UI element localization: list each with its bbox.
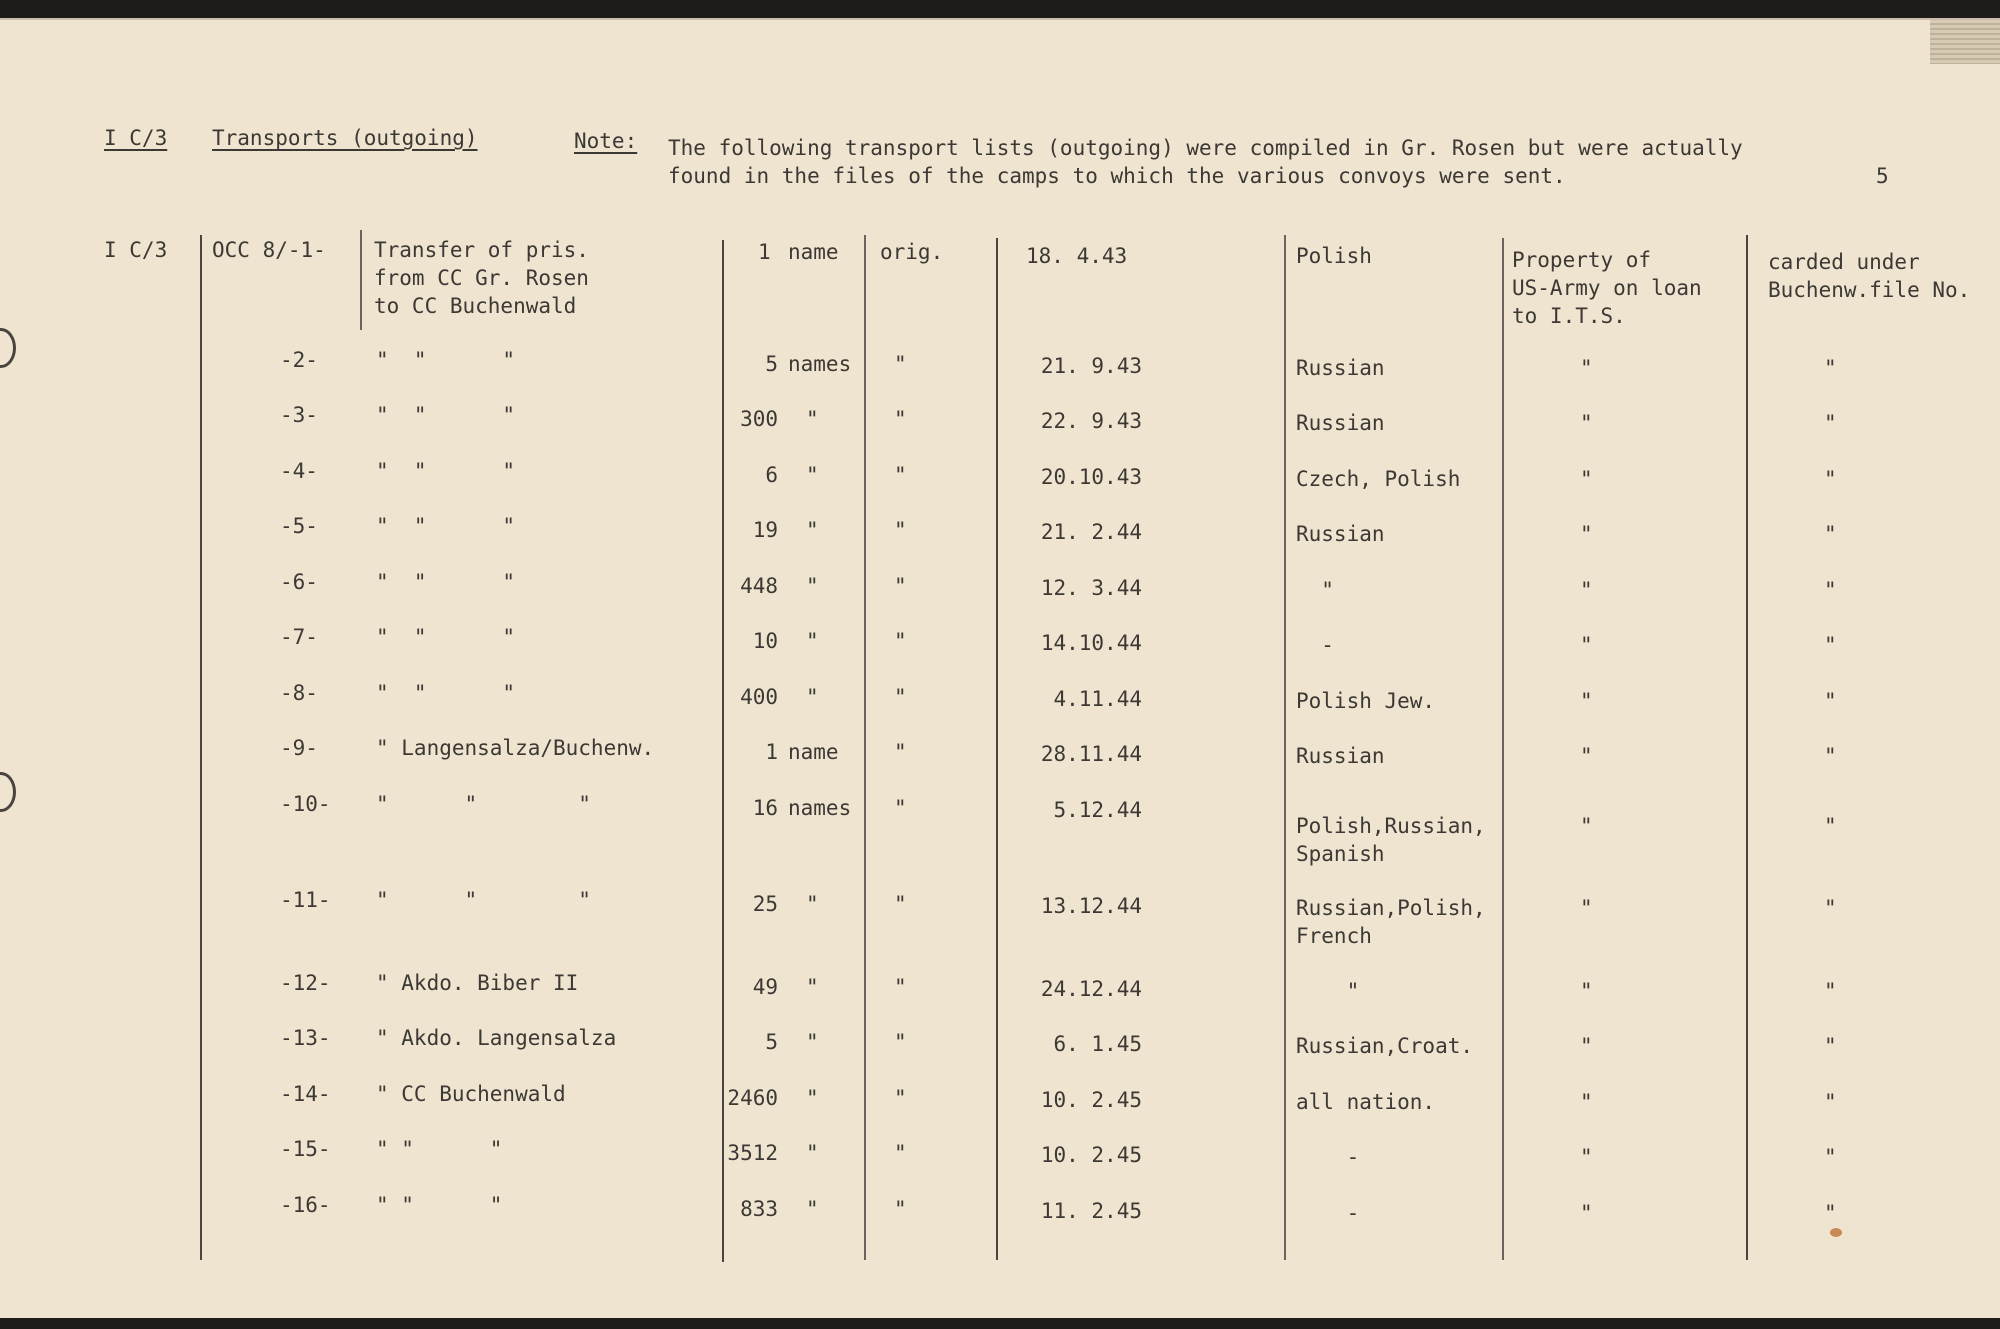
row-remark: " — [1824, 356, 1837, 380]
row-unit: names — [788, 796, 852, 820]
remark-line: Buchenw.file No. — [1768, 278, 1971, 302]
row-type: " — [894, 796, 907, 820]
row-ownership: " — [1580, 1145, 1593, 1169]
row-ownership: " — [1580, 578, 1593, 602]
row-date: 10. 2.45 — [1040, 1143, 1142, 1167]
ink-spot — [1830, 1228, 1842, 1237]
row-quantity: 400 — [740, 685, 778, 709]
row-date: 12. 3.44 — [1040, 576, 1142, 600]
row-number: -4- — [280, 459, 318, 483]
row-ownership: " — [1580, 744, 1593, 768]
row-remark: " — [1824, 633, 1837, 657]
row-remark: " — [1824, 689, 1837, 713]
description-line: Transfer of pris. — [374, 238, 589, 262]
row-nationality: " — [1296, 578, 1334, 602]
row-unit: " — [806, 463, 819, 487]
row-type: " — [894, 352, 907, 376]
row-unit: " — [806, 685, 819, 709]
row-destination: " " " — [376, 514, 516, 538]
row-ownership: " — [1580, 1090, 1593, 1114]
row-quantity: 16 — [752, 796, 778, 820]
row-quantity: 19 — [752, 518, 778, 542]
page-number: 5 — [1876, 164, 1889, 188]
column-rule — [1746, 235, 1748, 1260]
row-nationality: Czech, Polish — [1296, 467, 1461, 491]
column-rule — [864, 235, 866, 1260]
row-date: 10. 2.45 — [1040, 1088, 1142, 1112]
row-ownership: " — [1580, 979, 1593, 1003]
row-type: " — [894, 685, 907, 709]
ownership-line: US-Army on loan — [1512, 276, 1702, 300]
row-date: 28.11.44 — [1040, 742, 1142, 766]
unit: name — [788, 240, 839, 264]
row-remark: " — [1824, 744, 1837, 768]
type: orig. — [880, 240, 944, 264]
row-destination: " Langensalza/Buchenw. — [376, 736, 655, 760]
row-type: " — [894, 518, 907, 542]
row-date: 4.11.44 — [1053, 687, 1142, 711]
row-unit: names — [788, 352, 852, 376]
row-number: -5- — [280, 514, 318, 538]
column-rule — [200, 235, 202, 1260]
row-date: 6. 1.45 — [1053, 1032, 1142, 1056]
row-destination: " " " — [376, 792, 591, 816]
row-type: " — [894, 1086, 907, 1110]
row-number: -12- — [280, 971, 331, 995]
row-remark: " — [1824, 411, 1837, 435]
row-number: -11- — [280, 888, 331, 912]
row-date: 20.10.43 — [1040, 465, 1142, 489]
row-ownership: " — [1580, 411, 1593, 435]
row-unit: " — [806, 1086, 819, 1110]
row-destination: " " " — [376, 403, 516, 427]
row-ownership: " — [1580, 633, 1593, 657]
row-number: -9- — [280, 736, 318, 760]
row-nationality: Russian,Polish, — [1296, 896, 1486, 920]
column-rule — [1284, 235, 1286, 1260]
row-ownership: " — [1580, 356, 1593, 380]
row-nationality: - — [1296, 1145, 1360, 1169]
row-ownership: " — [1580, 522, 1593, 546]
row-destination: " " " — [376, 348, 516, 372]
row-date: 5.12.44 — [1053, 798, 1142, 822]
row-unit: " — [806, 518, 819, 542]
row-number: -16- — [280, 1193, 331, 1217]
note-line-1: The following transport lists (outgoing) were compiled in Gr. Rosen but were actually — [668, 136, 1743, 160]
row-remark: " — [1824, 522, 1837, 546]
row-unit: " — [806, 1197, 819, 1221]
row-date: 13.12.44 — [1040, 894, 1142, 918]
row-destination: " " " — [376, 681, 516, 705]
row-type: " — [894, 975, 907, 999]
binder-hole-bottom — [0, 772, 16, 812]
row-nationality: all nation. — [1296, 1090, 1436, 1114]
row-nationality: Russian — [1296, 411, 1385, 435]
row-date: 21. 9.43 — [1040, 354, 1142, 378]
row-nationality: - — [1296, 1201, 1360, 1225]
row-number: -10- — [280, 792, 331, 816]
row-number: -8- — [280, 681, 318, 705]
row-type: " — [894, 1197, 907, 1221]
remark-line: carded under — [1768, 250, 1920, 274]
row-destination: " " " — [376, 625, 516, 649]
date: 18. 4.43 — [1026, 244, 1128, 268]
row-unit: " — [806, 1030, 819, 1054]
section-code: I C/3 — [104, 126, 168, 150]
row-unit: name — [788, 740, 839, 764]
row-nationality: Russian — [1296, 744, 1385, 768]
row-type: " — [894, 740, 907, 764]
row-number: -14- — [280, 1082, 331, 1106]
row-ownership: " — [1580, 467, 1593, 491]
row-quantity: 25 — [752, 892, 778, 916]
row-nationality: - — [1296, 633, 1334, 657]
row-date: 21. 2.44 — [1040, 520, 1142, 544]
row-remark: " — [1824, 814, 1837, 838]
row-remark: " — [1824, 1090, 1837, 1114]
row-destination: " " " — [376, 570, 516, 594]
note-line-2: found in the files of the camps to which the various convoys were sent. — [668, 164, 1566, 188]
row-nationality: Russian — [1296, 356, 1385, 380]
row-type: " — [894, 1030, 907, 1054]
row-quantity: 10 — [752, 629, 778, 653]
row-nationality-2: French — [1296, 924, 1372, 948]
document-page — [0, 18, 2000, 1320]
section-title: Transports (outgoing) — [212, 126, 478, 150]
row-quantity: 2460 — [727, 1086, 778, 1110]
row-quantity: 49 — [752, 975, 778, 999]
row-unit: " — [806, 407, 819, 431]
row-quantity: 3512 — [727, 1141, 778, 1165]
quantity: 1 — [758, 240, 771, 264]
row-nationality: Polish Jew. — [1296, 689, 1436, 713]
page-stack-edge — [1930, 20, 2000, 64]
row-remark: " — [1824, 1145, 1837, 1169]
row-quantity: 1 — [765, 740, 778, 764]
row-remark: " — [1824, 578, 1837, 602]
ownership-line: to I.T.S. — [1512, 304, 1626, 328]
row-destination: " " " — [376, 888, 591, 912]
ownership-line: Property of — [1512, 248, 1652, 272]
binder-hole-top — [0, 328, 16, 368]
row-unit: " — [806, 629, 819, 653]
row-type: " — [894, 574, 907, 598]
row-number: -13- — [280, 1026, 331, 1050]
row-date: 14.10.44 — [1040, 631, 1142, 655]
row-destination: " Akdo. Biber II — [376, 971, 579, 995]
row-quantity: 6 — [765, 463, 778, 487]
nationality: Polish — [1296, 244, 1372, 268]
row-nationality: " — [1296, 979, 1360, 1003]
row-ownership: " — [1580, 814, 1593, 838]
note-label: Note: — [574, 129, 638, 153]
row-nationality: Russian,Croat. — [1296, 1034, 1474, 1058]
row-type: " — [894, 463, 907, 487]
row-number: -3- — [280, 403, 318, 427]
row-unit: " — [806, 975, 819, 999]
row-quantity: 448 — [740, 574, 778, 598]
row-remark: " — [1824, 467, 1837, 491]
row-destination: " " " — [376, 1137, 503, 1161]
row-remark: " — [1824, 896, 1837, 920]
row-type: " — [894, 407, 907, 431]
row-date: 24.12.44 — [1040, 977, 1142, 1001]
row-type: " — [894, 1141, 907, 1165]
row-quantity: 5 — [765, 1030, 778, 1054]
row-nationality: Russian — [1296, 522, 1385, 546]
row-ownership: " — [1580, 896, 1593, 920]
row-date: 22. 9.43 — [1040, 409, 1142, 433]
row-destination: " " " — [376, 1193, 503, 1217]
row-quantity: 833 — [740, 1197, 778, 1221]
column-rule — [1502, 238, 1504, 1260]
column-rule — [360, 230, 362, 330]
description-line: from CC Gr. Rosen — [374, 266, 589, 290]
row-number: -7- — [280, 625, 318, 649]
row-nationality: Polish,Russian, — [1296, 814, 1486, 838]
row-remark: " — [1824, 1201, 1837, 1225]
row-ownership: " — [1580, 689, 1593, 713]
description-line: to CC Buchenwald — [374, 294, 577, 318]
page-bottom-edge — [0, 1318, 2000, 1329]
row-destination: " CC Buchenwald — [376, 1082, 566, 1106]
row-remark: " — [1824, 979, 1837, 1003]
row-remark: " — [1824, 1034, 1837, 1058]
row-number: -15- — [280, 1137, 331, 1161]
row-ownership: " — [1580, 1201, 1593, 1225]
row-quantity: 300 — [740, 407, 778, 431]
row-type: " — [894, 892, 907, 916]
row-unit: " — [806, 1141, 819, 1165]
row-number: -2- — [280, 348, 318, 372]
row-quantity: 5 — [765, 352, 778, 376]
row-destination: " Akdo. Langensalza — [376, 1026, 617, 1050]
row-number: -6- — [280, 570, 318, 594]
row-unit: " — [806, 574, 819, 598]
row-nationality-2: Spanish — [1296, 842, 1385, 866]
file-code: OCC 8/-1- — [212, 238, 326, 262]
row-unit: " — [806, 892, 819, 916]
row-ownership: " — [1580, 1034, 1593, 1058]
row-date: 11. 2.45 — [1040, 1199, 1142, 1223]
row-destination: " " " — [376, 459, 516, 483]
row-type: " — [894, 629, 907, 653]
column-rule — [996, 238, 998, 1260]
group-code: I C/3 — [104, 238, 168, 262]
